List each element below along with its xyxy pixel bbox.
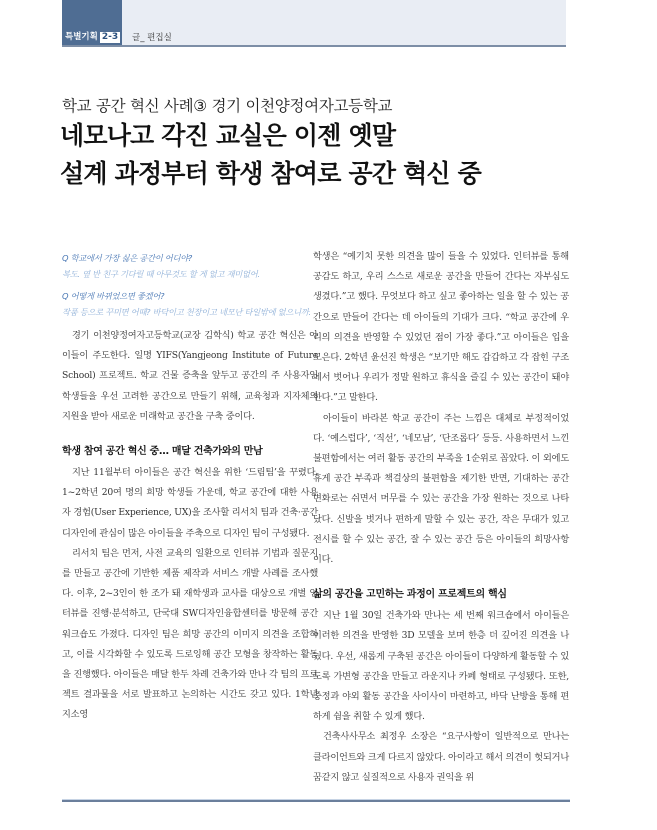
headline-line-2: 설계 과정부터 학생 참여로 공간 혁신 중 [60,159,482,188]
byline: 글_ 편집실 [132,33,172,43]
right-column [313,247,569,788]
article-headline [60,117,481,193]
left-column [62,250,318,726]
headline-line-1: 네모나고 각진 교실은 이젠 옛말 [60,121,396,150]
page-header-band [62,0,566,47]
qa-box [62,250,318,320]
footer-divider [62,799,570,802]
body-paragraph: 건축사사무소 최정우 소장은 “요구사항이 일반적으로 만나는 클라이언트와 크게 다르지 않았다. 아이라고 해서 의견이 헛되거나 꿈같지 않고 실질적으로 사용자 권익을 위 [313,731,569,783]
section-number-badge: 2-3 [101,32,119,42]
body-paragraph: 지난 1월 30일 건축가와 만나는 세 번째 워크숍에서 아이들은 이러한 의견을 반영한 3D 모델을 보며 한층 더 깊어진 의견을 나눴다. 우선, 새롭게 구축된 공간은 아이들이 다양하게 활동할 수 있도록 가변형 공간을 만들고 라운지나 카페 형태로 구성됐다. 또한, 중정과 야외 활동 공간을 사이사이 마련하고, 바닥 난방을 통해 편하게 쉼을 취할 수 있게 했다. [313,610,569,723]
section-tab [62,0,122,45]
qa-item [62,288,318,320]
body-paragraph: 아이들이 바라본 학교 공간이 주는 느낌은 대체로 부정적이었다. ‘예스럽다’, ‘직선’, ‘네모남’, ‘단조롭다’ 등등. 사용하면서 느낀 불편함에서는 여러 활동 공간의 부족을 1순위로 꼽았다. 이 외에도 휴게 공간 부족과 책걸상의 불편함을 제기한 반면, 기대하는 공간 변화로는 쉬면서 머무를 수 있는 공간을 가장 원하는 것으로 나타났다. 신발을 벗거나 편하게 말할 수 있는 공간, 작은 무대가 있고 전시를 할 수 있는 공간, 잘 수 있는 공간 등은 아이들의 희망사항이다. [313,412,569,566]
section-label-text: 특별기획 [65,32,98,42]
qa-answer: 작품 등으로 꾸미면 어때? 바닥이고 천장이고 네모난 타일밖에 없으니까. [62,307,311,317]
subheading-1: 학생 참여 공간 혁신 중… 매달 건축가와의 만남 [62,446,263,458]
qa-item [62,250,318,282]
section-label [65,30,120,43]
qa-answer: 복도. 옆 반 친구 기다릴 때 아무것도 할 게 없고 재미없어. [62,269,260,279]
body-paragraph: 리서치 팀은 먼저, 사전 교육의 일환으로 인터뷰 기법과 질문지를 만들고 공간에 기반한 제품 제작과 서비스 개발 사례를 조사했다. 이후, 2~3인이 한 조가 돼 재학생과 교사를 대상으로 개별 인터뷰를 진행·분석하고, 단국대 SW디자인융합센터를 방문해 공간워크숍도 가졌다. 디자인 팀은 희망 공간의 이미지 의견을 조합하고, 이를 시각화할 수 있도록 드로잉해 공간 모형을 창작하는 활동을 진행했다. 아이들은 매달 한두 차례 건축가와 만나 각 팀의 프로젝트 결과물을 서로 발표하고 논의하는 시간도 갖고 있다. 1학년 지소영 [62,547,318,721]
subheading-2: 삶의 공간을 고민하는 과정이 프로젝트의 핵심 [313,589,507,601]
intro-paragraph: 경기 이천양정여자고등학교(교장 김학식) 학교 공간 혁신은 아이들이 주도한다. 일명 YIFS(Yangjeong Institute of Future School) 프로젝트. 학교 건물 증축을 앞두고 공간의 주 사용자인 학생들을 우선 고려한 공간으로 만들기 위해, 교육청과 지자체의 지원을 받아 새로운 미래학교 공간을 구축 중이다. [62,330,318,422]
qa-question: Q 학교에서 가장 싫은 공간이 어디야? [62,253,193,263]
body-paragraph: 지난 11월부터 아이들은 공간 혁신을 위한 ‘드림팀’을 꾸렸다. 1~2학년 20여 명의 희망 학생들 가운데, 학교 공간에 대한 사용자 경험(User Experience, UX)을 조사할 리서치 팀과 건축·공간 디자인에 관심이 많은 아이들을 주축으로 디자인 팀이 구성됐다. [62,467,318,539]
article-kicker: 학교 공간 혁신 사례③ 경기 이천양정여자고등학교 [62,97,393,115]
qa-question: Q 어떻게 바뀌었으면 좋겠어? [62,291,165,301]
body-paragraph: 학생은 “예기치 못한 의견을 많이 들을 수 있었다. 인터뷰를 통해 공감도 하고, 우리 스스로 새로운 공간을 만들어 간다는 자부심도 생겼다.”고 했다. 무엇보다 하고 싶고 좋아하는 일을 할 수 있는 공간으로 만들어 간다는 데 아이들의 기대가 크다. “학교 공간에 우리의 의견을 반영할 수 있었던 점이 가장 좋다.”고 아이들은 입을 모은다. 2학년 윤선진 학생은 “보기만 해도 갑갑하고 각 잡힌 구조에서 벗어나 우리가 정말 원하고 휴식을 즐길 수 있는 공간이 돼야 한다.”고 말한다. [313,251,569,404]
